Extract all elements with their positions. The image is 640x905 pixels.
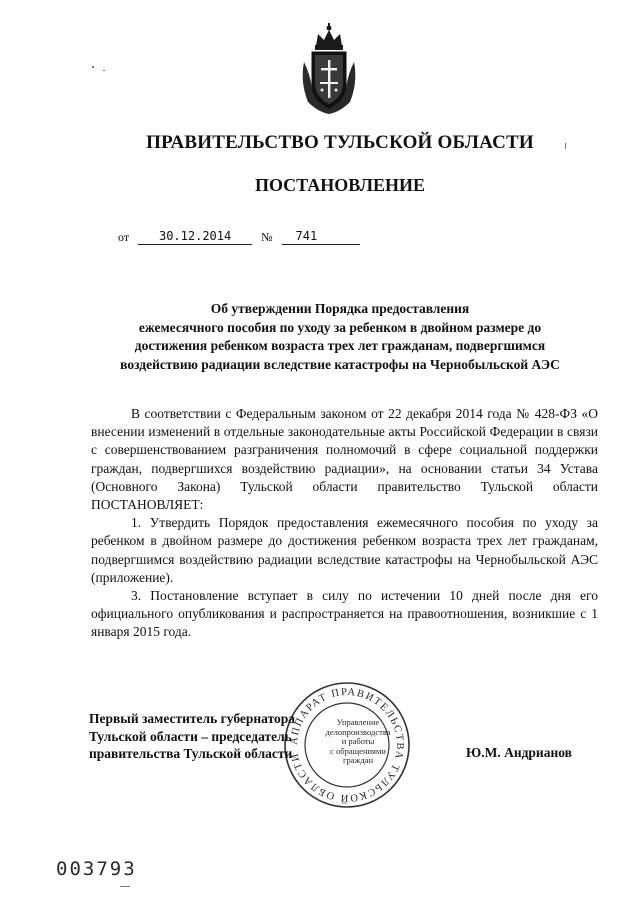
signer-position-line: Первый заместитель губернатора	[89, 711, 296, 726]
subject-line: Об утверждении Порядка предоставления	[210, 301, 470, 316]
stamp-line: делопроизводства	[325, 726, 391, 737]
number-label: №	[261, 230, 273, 244]
stamp-ring-text: АППАРАТ ПРАВИТЕЛЬСТВА ТУЛЬСКОЙ ОБЛАСТИ	[288, 686, 406, 804]
document-date: 30.12.2014	[138, 229, 252, 245]
stamp-line: Управление	[336, 717, 380, 727]
date-number-row	[118, 229, 360, 245]
preamble-paragraph: В соответствии с Федеральным законом от 22 декабря 2014 года № 428-ФЗ «О внесении изменений в отдельные законодательные акты Российской Федерации в связи с совершенствованием разграничения полномочий в сфере социальной поддержки граждан, подвергшихся воздействию радиации», на основании статьи 34 Устава (Основного Закона) Тульской области правительство Тульской области ПОСТАНОВЛЯЕТ:	[91, 406, 598, 513]
subject-line: ежемесячного пособия по уходу за ребенком в двойном размере до	[138, 319, 542, 335]
scan-speck	[565, 143, 566, 149]
coat-of-arms-emblem	[298, 22, 360, 116]
date-label: от	[118, 230, 130, 244]
scan-speck	[120, 886, 130, 887]
signer-position	[89, 710, 339, 763]
signer-name: Ю.М. Андрианов	[466, 745, 572, 760]
scan-speck	[92, 66, 94, 68]
clause-paragraph: 3. Постановление вступает в силу по истечении 10 дней после дня его официального опубликования и распространяется на правоотношения, возникшие с 1 января 2015 года.	[91, 588, 598, 640]
document-number: 741	[282, 229, 360, 245]
stamp-line: с обращениями	[330, 745, 386, 756]
subject-line: достижения ребенком возраста трех лет гражданам, подвергшимся	[134, 338, 546, 353]
government-title: ПРАВИТЕЛЬСТВО ТУЛЬСКОЙ ОБЛАСТИ	[146, 132, 534, 153]
document-type: ПОСТАНОВЛЕНИЕ	[254, 175, 426, 195]
document-body	[91, 405, 598, 642]
clause-paragraph: 1. Утвердить Порядок предоставления ежемесячного пособия по уходу за ребенком в двойном размере до достижения ребенком возраста трех лет гражданам, подвергшимся воздействию радиации вследствие катастрофы на Чернобыльской АЭС (приложение).	[91, 515, 598, 585]
signer-position-line: правительства Тульской области	[89, 746, 293, 761]
signer-position-line: Тульской области – председатель	[89, 728, 292, 744]
serial-number: 003793	[56, 858, 137, 880]
stamp-line: и работы	[341, 736, 375, 746]
scan-speck	[103, 70, 105, 71]
stamp-line: граждан	[342, 755, 374, 765]
subject-line: воздействию радиации вследствие катастрофы на Чернобыльской АЭС	[120, 356, 560, 372]
document-subject	[80, 300, 600, 374]
